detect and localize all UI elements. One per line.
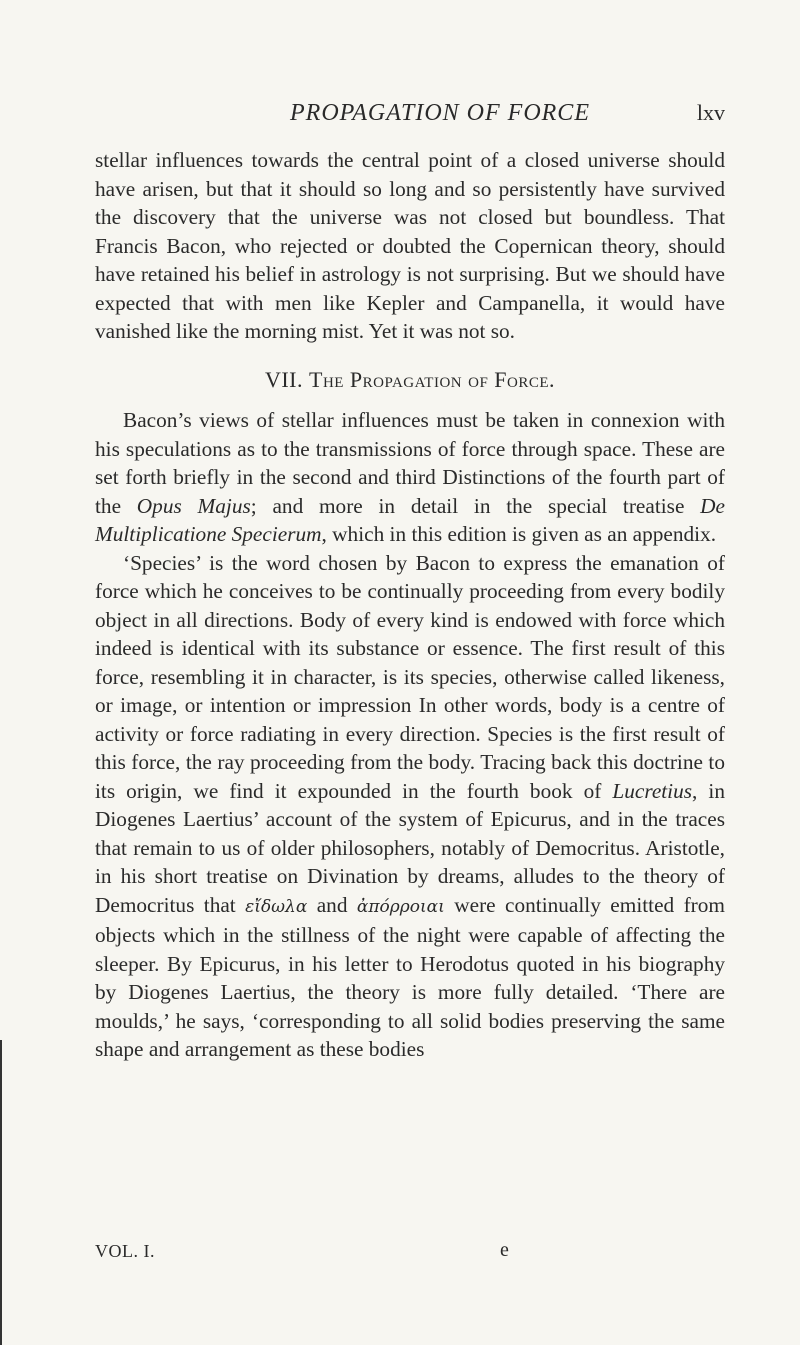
section-heading	[95, 366, 725, 395]
paragraph-3-text-b: , in Diogenes Laertius’ account of the system of Epicurus, and in the traces that remain to us of older philosophers, notably of Democritus. Aristotle, in his short treatise on Divination by dreams, alludes to the theory of Democritus that	[95, 778, 725, 917]
volume-label: VOL. I.	[95, 1241, 155, 1261]
paragraph-3-text-d: were continually emitted from objects which in the stillness of the night were capable of affecting the sleeper. By Epicurus, in his letter to Herodotus quoted in his biography by Diogenes Laertius, the theory is more fully detailed. ‘There are moulds,’ he says, ‘corresponding to all solid bodies preserving the same shape and arrangement as these bodies	[95, 892, 725, 1061]
binding-edge-line	[0, 1040, 2, 1345]
treatise-title: De Multiplicatione Specierum	[95, 493, 726, 546]
paragraph-3-text-a: ‘Species’ is the word chosen by Bacon to express the emanation of force which he conceives to be continually proceeding from every bodily object in all directions. Body of every kind is endowed with force which indeed is identical with its substance or essence. The first result of this force, resembling it in character, is its species, otherwise called likeness, or image, or intention or impression In other words, body is a centre of activity or force radiating in every direction. Species is the first result of this force, the ray proceeding from the body. Tracing back this doctrine to its origin, we find it expounded in the fourth book of	[95, 550, 725, 803]
paragraph-2-text-a: Bacon’s views of stellar influences must be taken in connexion with his speculations as to the transmissions of force through space. These are set forth briefly in the second and third Distinctions of the fourth part of the	[95, 408, 725, 518]
running-head	[245, 100, 725, 127]
paragraph-2-text-b: ; and more in detail in the special treatise	[250, 493, 701, 518]
page-number: lxv	[696, 100, 725, 125]
paragraph-2	[95, 406, 725, 549]
signature-mark: e	[500, 1239, 510, 1261]
lucretius-title: Lucretius	[612, 778, 693, 803]
section-number: VII.	[264, 366, 303, 392]
greek-term-eidola: εἴδωλα	[245, 896, 308, 917]
page-footer	[95, 1239, 510, 1262]
paragraph-1: stellar influences towards the central point of a closed universe should have arisen, but that it should so long and so persistently have survived the discovery that the universe was not closed but boundless. That Francis Bacon, who rejected or doubted the Copernican theory, should have retained his belief in astrology is not surprising. But we should have expected that with men like Kepler and Campanella, it would have vanished like the morning mist. Yet it was not so.	[95, 148, 725, 343]
running-head-title: PROPAGATION OF FORCE	[290, 100, 590, 126]
greek-term-aporrhoiai: ἀπόρροιαι	[356, 896, 445, 917]
paragraph-2-text-c: , which in this edition is given as an appendix.	[321, 522, 717, 546]
paragraph-3	[95, 549, 725, 1064]
opus-majus-title: Opus Majus	[136, 493, 251, 518]
section-title: The Propagation of Force.	[309, 366, 556, 392]
body-text	[95, 146, 725, 1064]
paragraph-3-text-c: and	[307, 892, 357, 917]
